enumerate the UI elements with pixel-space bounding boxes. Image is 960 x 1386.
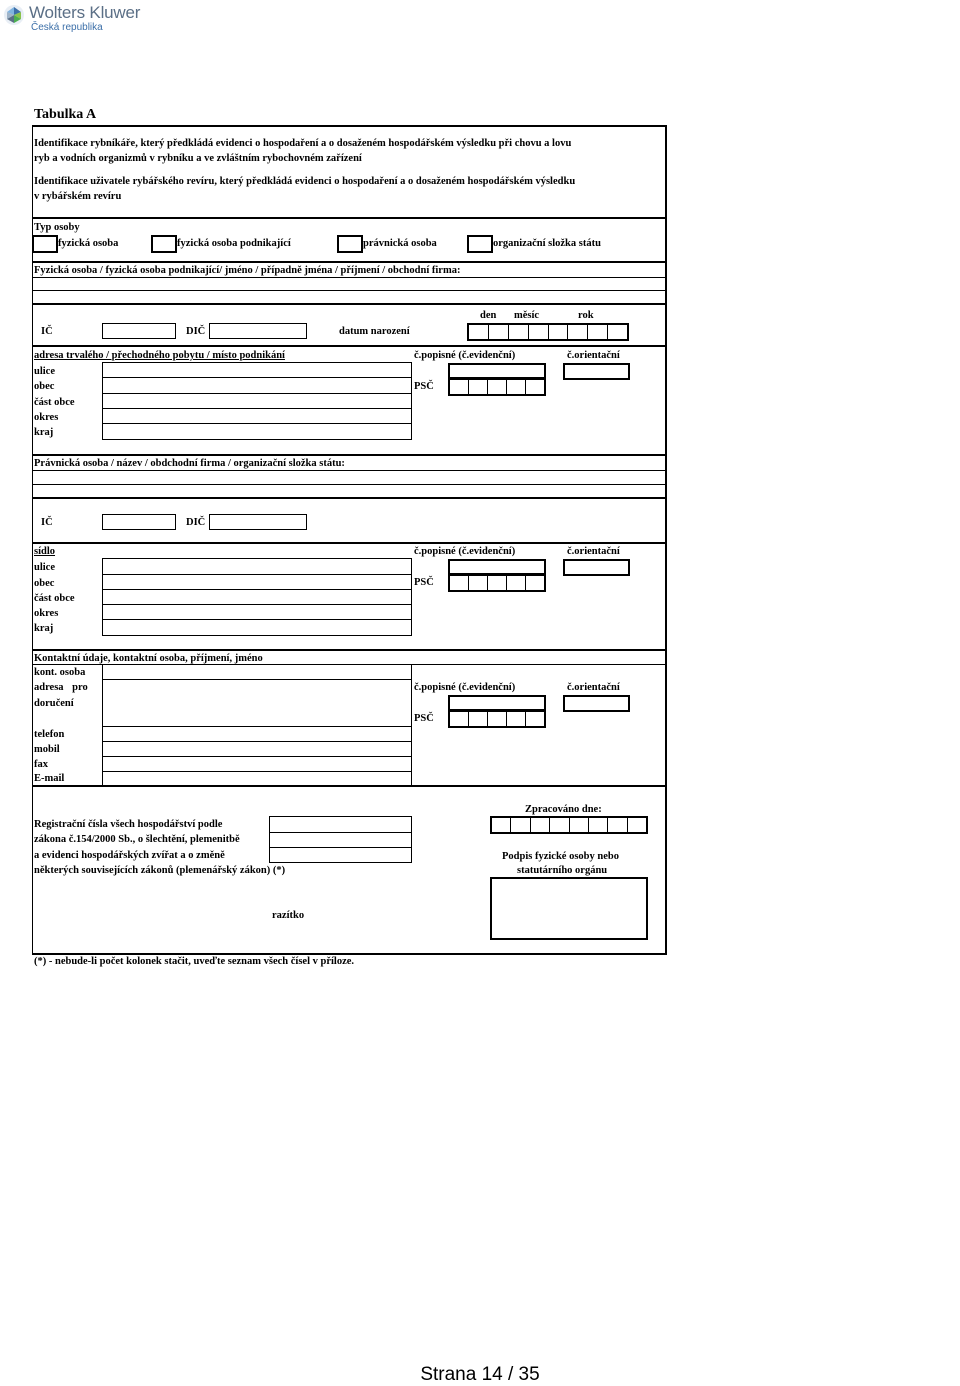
divider — [32, 290, 666, 291]
fo-rok-label: rok — [578, 310, 594, 321]
type-fyzicka-osoba-podnikajici: fyzická osoba podnikající — [177, 238, 291, 249]
type-organizacni-slozka: organizační složka státu — [493, 238, 601, 249]
po-ulice-label: ulice — [34, 562, 55, 573]
type-fyzicka-osoba: fyzická osoba — [58, 238, 119, 249]
po-psc-input[interactable] — [448, 574, 546, 592]
fo-ic-label: IČ — [41, 326, 53, 337]
kont-corient-input[interactable] — [563, 695, 630, 712]
wolters-kluwer-logo-icon — [3, 4, 25, 26]
fo-datum-label: datum narození — [339, 326, 410, 337]
fo-mesic-label: měsíc — [514, 310, 540, 321]
fax-label: fax — [34, 759, 48, 770]
fo-dic-label: DIČ — [186, 326, 206, 337]
reg-line1: Registrační čísla všech hospodářství podle — [34, 819, 223, 830]
divider — [32, 785, 666, 787]
divider — [32, 484, 666, 485]
po-cpopisne-input[interactable] — [448, 559, 546, 575]
logo-name: Wolters Kluwer — [29, 3, 141, 22]
mobil-label: mobil — [34, 744, 60, 755]
adresa-pro-label: adresa pro — [34, 682, 88, 693]
ident1-line1: Identifikace rybníkáře, který předkládá evidenci o hospodaření a o dosaženém hospodářském výsledku při chovu a lovu — [34, 138, 572, 149]
kontakt-header: Kontaktní údaje, kontaktní osoba, příjmení, jméno — [34, 653, 263, 664]
footnote: (*) - nebude-li počet kolonek stačit, uveďte seznam všech čísel v příloze. — [34, 956, 355, 967]
ident1-line2: ryb a vodních organizmů v rybníku a ve zvláštním rybochovném zařízení — [34, 153, 362, 164]
kont-corient-label: č.orientační — [567, 682, 620, 693]
kont-cpopisne-label: č.popisné (č.evidenční) — [414, 682, 516, 693]
frame-top — [32, 125, 666, 127]
podpis-line2: statutárního orgánu — [517, 865, 608, 876]
fo-adresa-header: adresa trvalého / přechodného pobytu / místo podnikání — [34, 350, 285, 361]
fo-corient-input[interactable] — [563, 363, 630, 380]
fo-den-label: den — [480, 310, 497, 321]
signature-box[interactable] — [490, 877, 648, 940]
checkbox-organizacni-slozka[interactable] — [467, 235, 493, 253]
razitko-label: razítko — [272, 910, 305, 921]
fo-cpopisne-input[interactable] — [448, 363, 546, 379]
po-sidlo-header: sídlo — [34, 546, 56, 557]
po-cast-obce-label: část obce — [34, 593, 75, 604]
ident2-line1: Identifikace uživatele rybářského revíru, který předkládá evidenci o hospodaření a o dosaženém hospodářském výsledku — [34, 176, 576, 187]
fo-obec-label: obec — [34, 381, 55, 392]
fo-okres-label: okres — [34, 412, 59, 423]
type-pravnicka-osoba: právnická osoba — [363, 238, 437, 249]
form-title: Tabulka A — [34, 107, 97, 122]
zpracovano-label: Zpracováno dne: — [525, 804, 602, 815]
ident2-line2: v rybářském revíru — [34, 191, 122, 202]
reg-line3: a evidenci hospodářských zvířat a o změně — [34, 850, 225, 861]
fo-header: Fyzická osoba / fyzická osoba podnikající/ jméno / případně jména / příjmení / obchodní firma: — [34, 265, 461, 276]
kont-osoba-label: kont. osoba — [34, 667, 86, 678]
telefon-label: telefon — [34, 729, 65, 740]
fo-dic-input[interactable] — [209, 323, 307, 339]
email-label: E-mail — [34, 773, 65, 784]
fo-cast-obce-label: část obce — [34, 397, 75, 408]
podpis-line1: Podpis fyzické osoby nebo — [502, 851, 619, 862]
kont-cpopisne-input[interactable] — [448, 695, 546, 711]
fo-ic-input[interactable] — [102, 323, 176, 339]
checkbox-fyzicka-osoba-podnikajici[interactable] — [151, 235, 177, 253]
fo-address-inputs[interactable] — [102, 362, 412, 440]
po-kraj-label: kraj — [34, 623, 54, 634]
po-ic-input[interactable] — [102, 514, 176, 530]
contact-inputs[interactable] — [102, 726, 412, 786]
po-header: Právnická osoba / název / obdchodní firma / organizační složka státu: — [34, 458, 345, 469]
divider — [32, 470, 666, 471]
divider — [32, 454, 666, 456]
divider — [32, 277, 666, 278]
fo-psc-label: PSČ — [414, 381, 434, 392]
divider — [32, 303, 666, 305]
po-corient-input[interactable] — [563, 559, 630, 576]
typ-osoby-label: Typ osoby — [34, 222, 80, 233]
fo-ulice-label: ulice — [34, 366, 55, 377]
po-obec-label: obec — [34, 578, 55, 589]
fo-cpopisne-label: č.popisné (č.evidenční) — [414, 350, 516, 361]
divider — [32, 497, 666, 499]
page-number: Strana 14 / 35 — [420, 1364, 540, 1385]
po-corient-label: č.orientační — [567, 546, 620, 557]
zpracovano-date-input[interactable] — [490, 816, 648, 834]
reg-numbers-inputs[interactable] — [269, 816, 412, 863]
kont-psc-input[interactable] — [448, 710, 546, 728]
po-psc-label: PSČ — [414, 577, 434, 588]
divider — [32, 649, 666, 651]
checkbox-pravnicka-osoba[interactable] — [337, 235, 363, 253]
fo-kraj-label: kraj — [34, 427, 54, 438]
checkbox-fyzicka-osoba[interactable] — [32, 235, 58, 253]
fo-birthdate-input[interactable] — [467, 323, 629, 341]
adresa-pro-doruceni-input[interactable] — [102, 679, 412, 728]
divider — [32, 217, 666, 219]
logo-subtitle: Česká republika — [31, 22, 103, 33]
po-dic-label: DIČ — [186, 517, 206, 528]
po-dic-input[interactable] — [209, 514, 307, 530]
reg-line4: některých souvisejících zákonů (plemenářský zákon) (*) — [34, 865, 286, 876]
fo-corient-label: č.orientační — [567, 350, 620, 361]
po-cpopisne-label: č.popisné (č.evidenční) — [414, 546, 516, 557]
po-address-inputs[interactable] — [102, 558, 412, 636]
po-okres-label: okres — [34, 608, 59, 619]
divider — [32, 261, 666, 263]
divider — [32, 345, 666, 347]
kont-osoba-input[interactable] — [102, 664, 412, 680]
divider — [32, 542, 666, 544]
po-ic-label: IČ — [41, 517, 53, 528]
fo-psc-input[interactable] — [448, 378, 546, 396]
reg-line2: zákona č.154/2000 Sb., o šlechtění, plemenitbě — [34, 834, 240, 845]
doruceni-label: doručení — [34, 698, 74, 709]
frame-right — [665, 125, 667, 955]
kont-psc-label: PSČ — [414, 713, 434, 724]
